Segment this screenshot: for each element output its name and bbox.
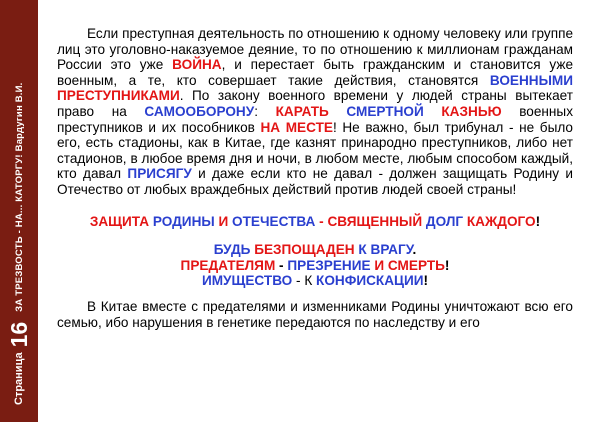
slogan-word: БЕЗПОЩАДЕН: [254, 242, 355, 258]
slogan-traitors: [57, 258, 573, 274]
book-subtitle: ЗА ТРЕЗВОСТЬ - НА... КАТОРГУ! Вардугин В.И.: [13, 82, 25, 312]
slogan-word: ОТЕЧЕСТВА: [232, 213, 316, 229]
text-run: . По закону военного времени у людей страны вытекает право на: [57, 88, 573, 119]
sidebar-vertical-text: [0, 11, 38, 411]
slogan-word: !: [423, 273, 429, 289]
highlight-red: КАРАТЬ: [275, 103, 329, 119]
slogan-defense: [57, 214, 573, 230]
slogan-word: РОДИНЫ: [152, 213, 215, 229]
highlight-red: ПРЕСТУПНИКАМИ: [57, 88, 180, 104]
highlight-blue: ВОЕННЫМИ: [489, 72, 573, 88]
highlight-red: НА МЕСТЕ: [260, 119, 333, 135]
text-run: и даже если кто не давал - должен защищать Родину и Отечество от любых враждебных действий против людей своей страны!: [57, 166, 574, 197]
page-label: Страница: [13, 352, 25, 405]
highlight-blue: СМЕРТНОЙ: [346, 103, 424, 119]
slogan-word: .: [412, 242, 417, 258]
paragraph-main: [57, 26, 573, 198]
slogan-word: К ВРАГУ: [358, 242, 413, 258]
slogan-word: - К: [292, 273, 317, 289]
slogan-word: ДОЛГ: [425, 213, 464, 229]
slogan-property: [57, 273, 573, 289]
slogan-word: ПРЕДАТЕЛЯМ: [180, 257, 276, 273]
page-sidebar: [0, 0, 38, 422]
highlight-blue: ПРИСЯГУ: [127, 166, 192, 182]
text-run: [329, 104, 347, 119]
slogan-word: КАЖДОГО: [466, 213, 536, 229]
slogan-word: СВЯЩЕННЫЙ: [327, 213, 423, 229]
page-content: [57, 26, 573, 330]
slogan-word: !: [444, 257, 450, 273]
slogan-word: И: [214, 213, 233, 229]
highlight-red: КАЗНЬЮ: [441, 103, 502, 119]
slogan-word: И: [370, 257, 388, 273]
text-run: военных преступников и их пособников: [57, 103, 573, 135]
slogan-word: -: [315, 213, 328, 229]
slogan-merciless: [57, 242, 573, 258]
page-number: 16: [5, 321, 32, 348]
paragraph-china: В Китае вместе с предателями и изменниками Родины уничтожают всю его семью, ибо нарушения в генетике передаются по наследству и его: [57, 298, 573, 330]
text-run: :: [254, 103, 276, 119]
text-run: Если преступная деятельность по отношению к одному человеку или группе лиц это уголовно-наказуемое деяние, то по отношению к миллионам гражданам России это уже: [57, 26, 573, 73]
slogan-word: -: [275, 257, 288, 273]
slogan-word: ИМУЩЕСТВО: [201, 273, 293, 289]
slogan-word: !: [535, 213, 541, 229]
text-run: [424, 104, 442, 119]
slogan-word: ЗАЩИТА: [89, 213, 150, 229]
slogan-word: КОНФИСКАЦИИ: [316, 273, 424, 289]
text-run: , и перестает быть гражданским и становится уже военным, а те, кто совершает такие действия, становятся: [57, 57, 574, 88]
slogan-word: ПРЕЗРЕНИЕ: [287, 257, 371, 273]
slogan-word: СМЕРТЬ: [387, 257, 445, 273]
highlight-blue: САМООБОРОНУ: [144, 103, 255, 119]
text-run: ! Не важно, был трибунал - не было его, есть стадионы, как в Китае, где казнят принародно преступников, либо нет стадионов, в любое время дня и ночи, в любом месте, любым способом каждый, кто давал: [57, 119, 573, 182]
slogan-word: БУДЬ: [213, 242, 251, 258]
highlight-red: ВОЙНА: [172, 57, 222, 73]
